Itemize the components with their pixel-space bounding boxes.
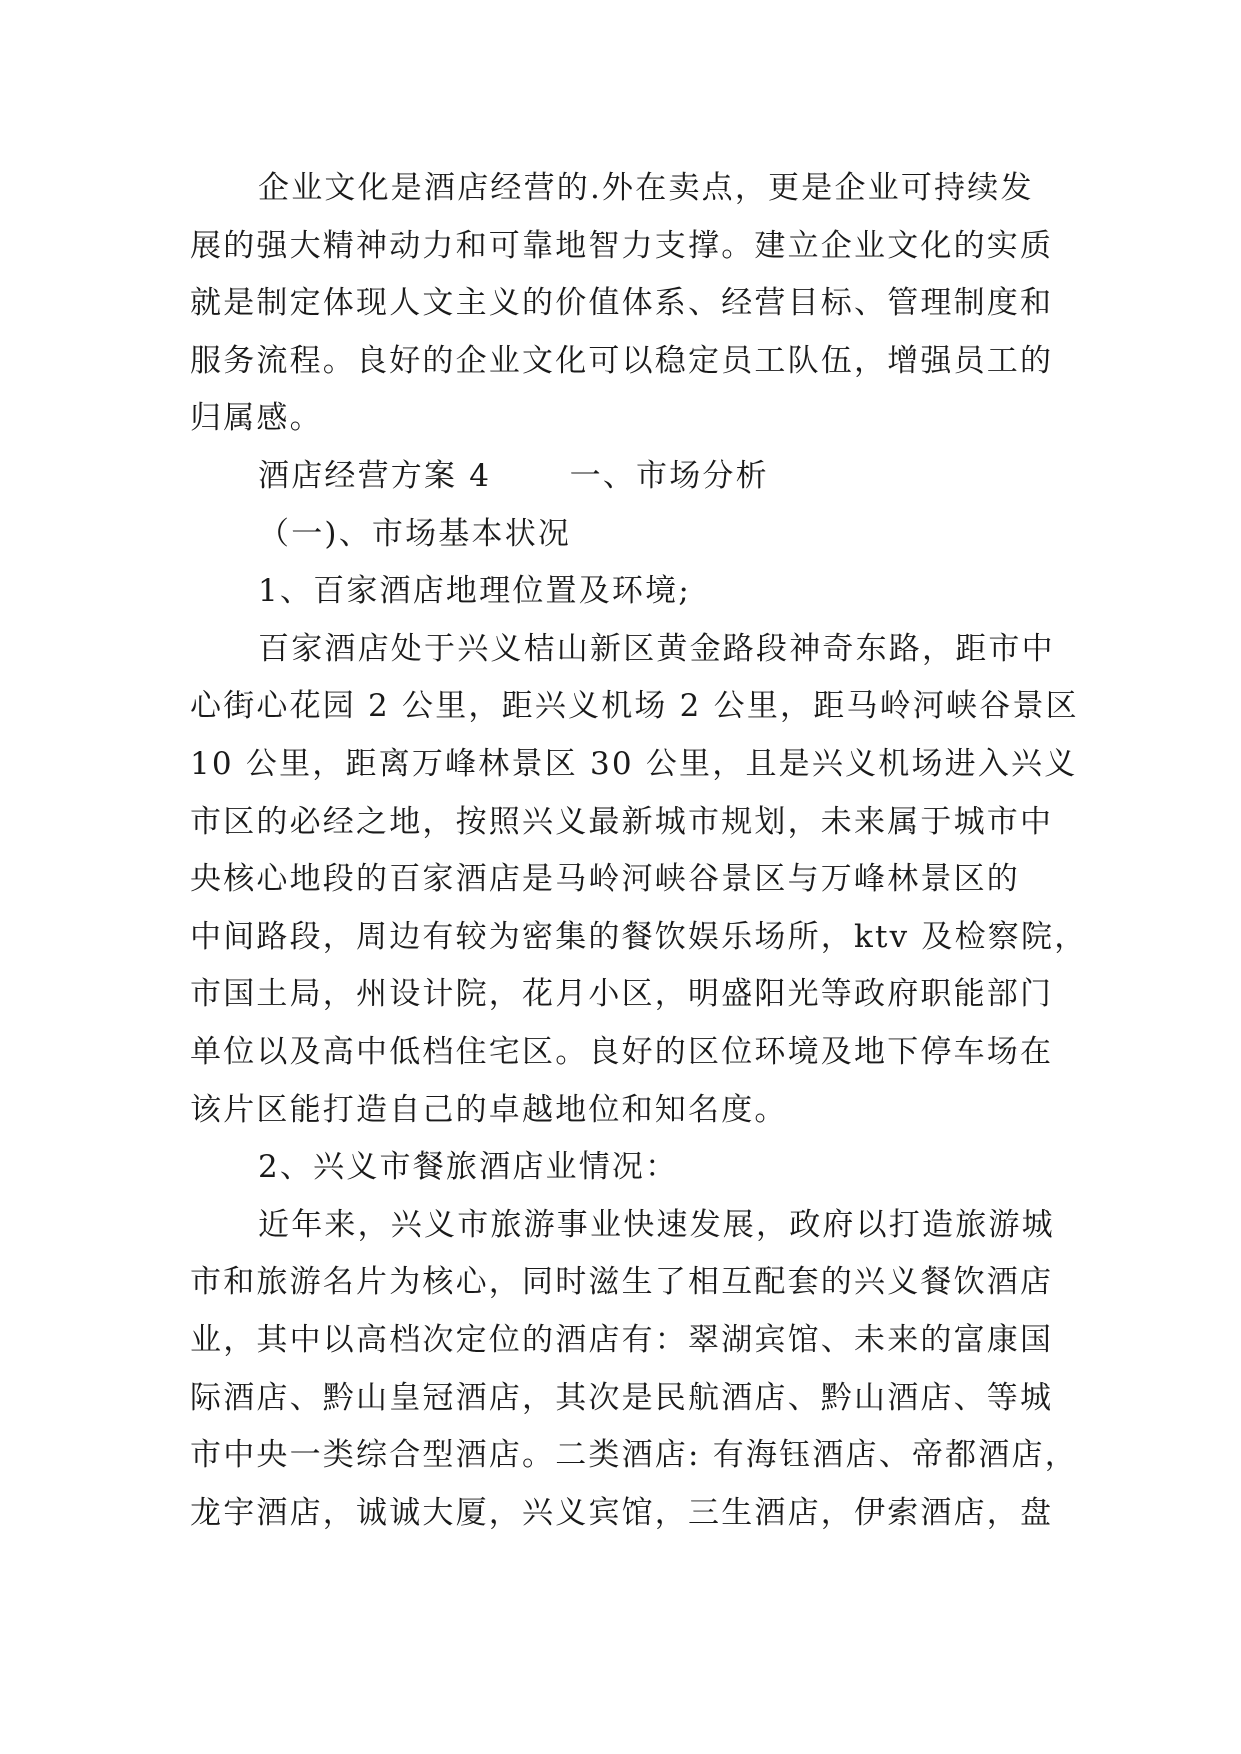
section-heading: 酒店经营方案 4 一、市场分析 [258,458,769,494]
paragraph-line: 企业文化是酒店经营的.外在卖点，更是企业可持续发 [258,170,1034,206]
paragraph-line: 百家酒店处于兴义桔山新区黄金路段神奇东路，距市中 [258,631,1055,667]
item-heading: 2、兴义市餐旅酒店业情况： [258,1149,679,1185]
paragraph-line: 市中央一类综合型酒店。二类酒店: 有海钰酒店、帝都酒店， [190,1437,1078,1473]
paragraph-line: 央核心地段的百家酒店是马岭河峡谷景区与万峰林景区的 [190,861,1020,897]
paragraph-line: 龙宇酒店，诚诚大厦，兴义宾馆，三生酒店，伊索酒店，盘 [190,1495,1054,1531]
paragraph-line: 中间路段，周边有较为密集的餐饮娱乐场所，ktv 及检察院， [190,919,1088,955]
paragraph-line: 展的强大精神动力和可靠地智力支撑。建立企业文化的实质 [190,228,1054,264]
paragraph-line: 市区的必经之地，按照兴义最新城市规划，未来属于城市中 [190,804,1054,840]
paragraph-line: 该片区能打造自己的卓越地位和知名度。 [190,1092,788,1128]
paragraph-line: 归属感。 [190,400,323,436]
paragraph-line: 市和旅游名片为核心，同时滋生了相互配套的兴义餐饮酒店 [190,1264,1054,1300]
paragraph-line: 近年来，兴义市旅游事业快速发展，政府以打造旅游城 [258,1207,1055,1243]
paragraph-line: 业，其中以高档次定位的酒店有：翠湖宾馆、未来的富康国 [190,1322,1054,1358]
paragraph-line: 心街心花园 2 公里，距兴义机场 2 公里，距马岭河峡谷景区 [190,688,1079,724]
subsection-heading: （一)、市场基本状况 [258,516,572,552]
paragraph-line: 单位以及高中低档住宅区。良好的区位环境及地下停车场在 [190,1034,1054,1070]
paragraph-line: 就是制定体现人文主义的价值体系、经营目标、管理制度和 [190,285,1054,321]
paragraph-line: 服务流程。良好的企业文化可以稳定员工队伍，增强员工的 [190,343,1054,379]
paragraph-line: 际酒店、黔山皇冠酒店，其次是民航酒店、黔山酒店、等城 [190,1380,1054,1416]
paragraph-line: 10 公里，距离万峰林景区 30 公里，且是兴义机场进入兴义 [190,746,1078,782]
item-heading: 1、百家酒店地理位置及环境; [258,573,691,609]
paragraph-line: 市国土局，州设计院，花月小区，明盛阳光等政府职能部门 [190,976,1054,1012]
